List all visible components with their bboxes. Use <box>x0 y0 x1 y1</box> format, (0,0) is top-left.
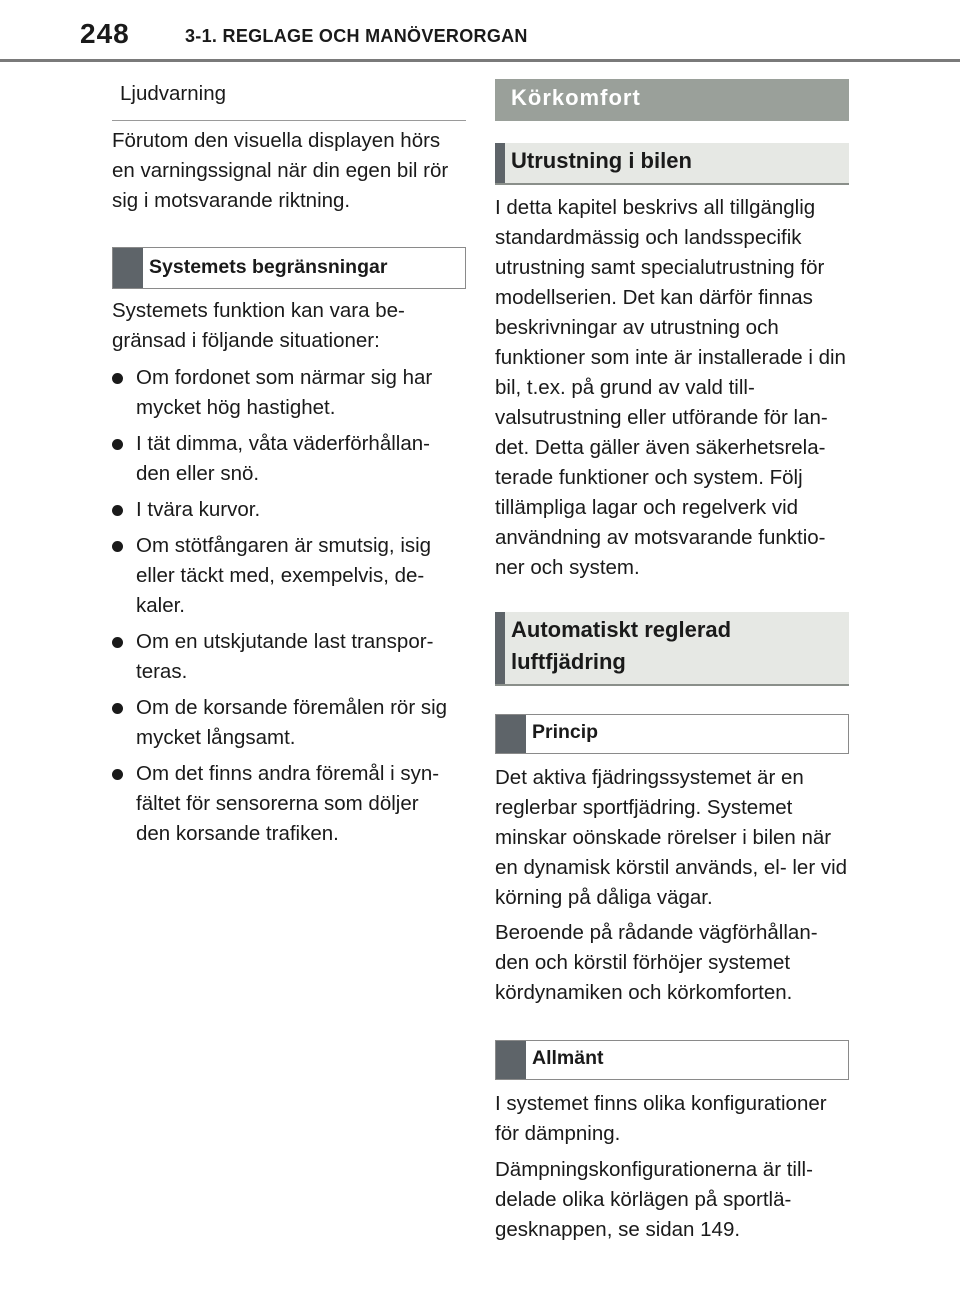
chapter-title: 3-1. REGLAGE OCH MANÖVERORGAN <box>185 26 528 46</box>
principle-paragraph-2: Beroende på rådande vägförhållan- den och körstil förhöjer systemet kördynamiken och körkomforten. <box>495 921 818 1004</box>
heading-label: Allmänt <box>532 1047 604 1069</box>
heading-label: Utrustning i bilen <box>511 148 692 173</box>
heading-tab <box>113 248 143 288</box>
list-item: Om en utskjutande last transpor- teras. <box>112 627 456 687</box>
heading-edge <box>495 143 505 185</box>
subhead-underline <box>112 120 466 121</box>
header-rule <box>0 59 960 62</box>
general-paragraph-1: I systemet finns olika konfigurationer för dämpning. <box>495 1092 827 1145</box>
page-number: 248 <box>80 18 130 49</box>
heading-label-line1: Automatiskt reglerad <box>511 617 732 642</box>
bullet-icon <box>112 637 123 648</box>
heading-label: Systemets begränsningar <box>149 256 388 278</box>
page-header <box>0 0 960 62</box>
heading-underline <box>495 684 849 686</box>
list-item: Om de korsande föremålen rör sig mycket långsamt. <box>112 693 456 753</box>
list-item: I tvära kurvor. <box>112 495 456 525</box>
heading-underline <box>495 183 849 185</box>
principle-paragraph-1: Det aktiva fjädringssystemet är en reglerbar sportfjädring. Systemet minskar oönskade rörelser i bilen när en dynamisk körstil används, el- ler vid körning på dåliga vägar. <box>495 766 848 909</box>
bullet-icon <box>112 439 123 450</box>
heading-box-principle <box>495 714 849 754</box>
list-item: I tät dimma, våta väderförhållan- den eller snö. <box>112 429 456 489</box>
section-title: Körkomfort <box>511 85 641 110</box>
heading-edge <box>495 612 505 686</box>
bullet-icon <box>112 703 123 714</box>
heading-label: Princip <box>532 721 599 743</box>
heading-label-line2: luftfjädring <box>511 649 626 674</box>
heading-bar-air-suspension <box>495 612 849 686</box>
list-item: Om det finns andra föremål i syn- fältet för sensorerna som döljer den korsande trafiken. <box>112 759 456 849</box>
heading-box-general <box>495 1040 849 1080</box>
bullet-icon <box>112 541 123 552</box>
intro-paragraph: Förutom den visuella displayen hörs en varningssignal när din egen bil rör sig i motsvarande riktning. <box>112 129 449 212</box>
subhead-label: Ljudvarning <box>120 82 226 105</box>
list-item: Om stötfångaren är smutsig, isig eller täckt med, exempelvis, de- kaler. <box>112 531 456 621</box>
list-item: Om fordonet som närmar sig har mycket hög hastighet. <box>112 363 456 423</box>
heading-tab <box>496 1041 526 1079</box>
limits-list <box>112 363 456 855</box>
section-bar-korkomfort <box>495 79 849 121</box>
limits-intro: Systemets funktion kan vara be- gränsad i följande situationer: <box>112 299 405 352</box>
heading-box-limits <box>112 247 466 289</box>
heading-bar-equipment <box>495 143 849 185</box>
heading-tab <box>496 715 526 753</box>
subhead-ljudvarning <box>120 82 466 122</box>
general-paragraph-2: Dämpningskonfigurationerna är till- delade olika körlägen på sportlä- gesknappen, se sidan 149. <box>495 1158 813 1241</box>
bullet-icon <box>112 373 123 384</box>
bullet-icon <box>112 505 123 516</box>
bullet-icon <box>112 769 123 780</box>
equipment-paragraph: I detta kapitel beskrivs all tillgänglig standardmässig och landsspecifik utrustning samt specialutrustning för modellserien. Det kan därför finnas beskrivningar av utrustning och funktioner som inte är installerade i din bil, t.ex. på grund av vald till- valsutrustning eller utförande för lan- det. Detta gäller även säkerhetsrela- terade funktioner och system. Följ tillämpliga lagar och regelverk vid användning av motsvarande funktio- ner och system. <box>495 196 846 579</box>
